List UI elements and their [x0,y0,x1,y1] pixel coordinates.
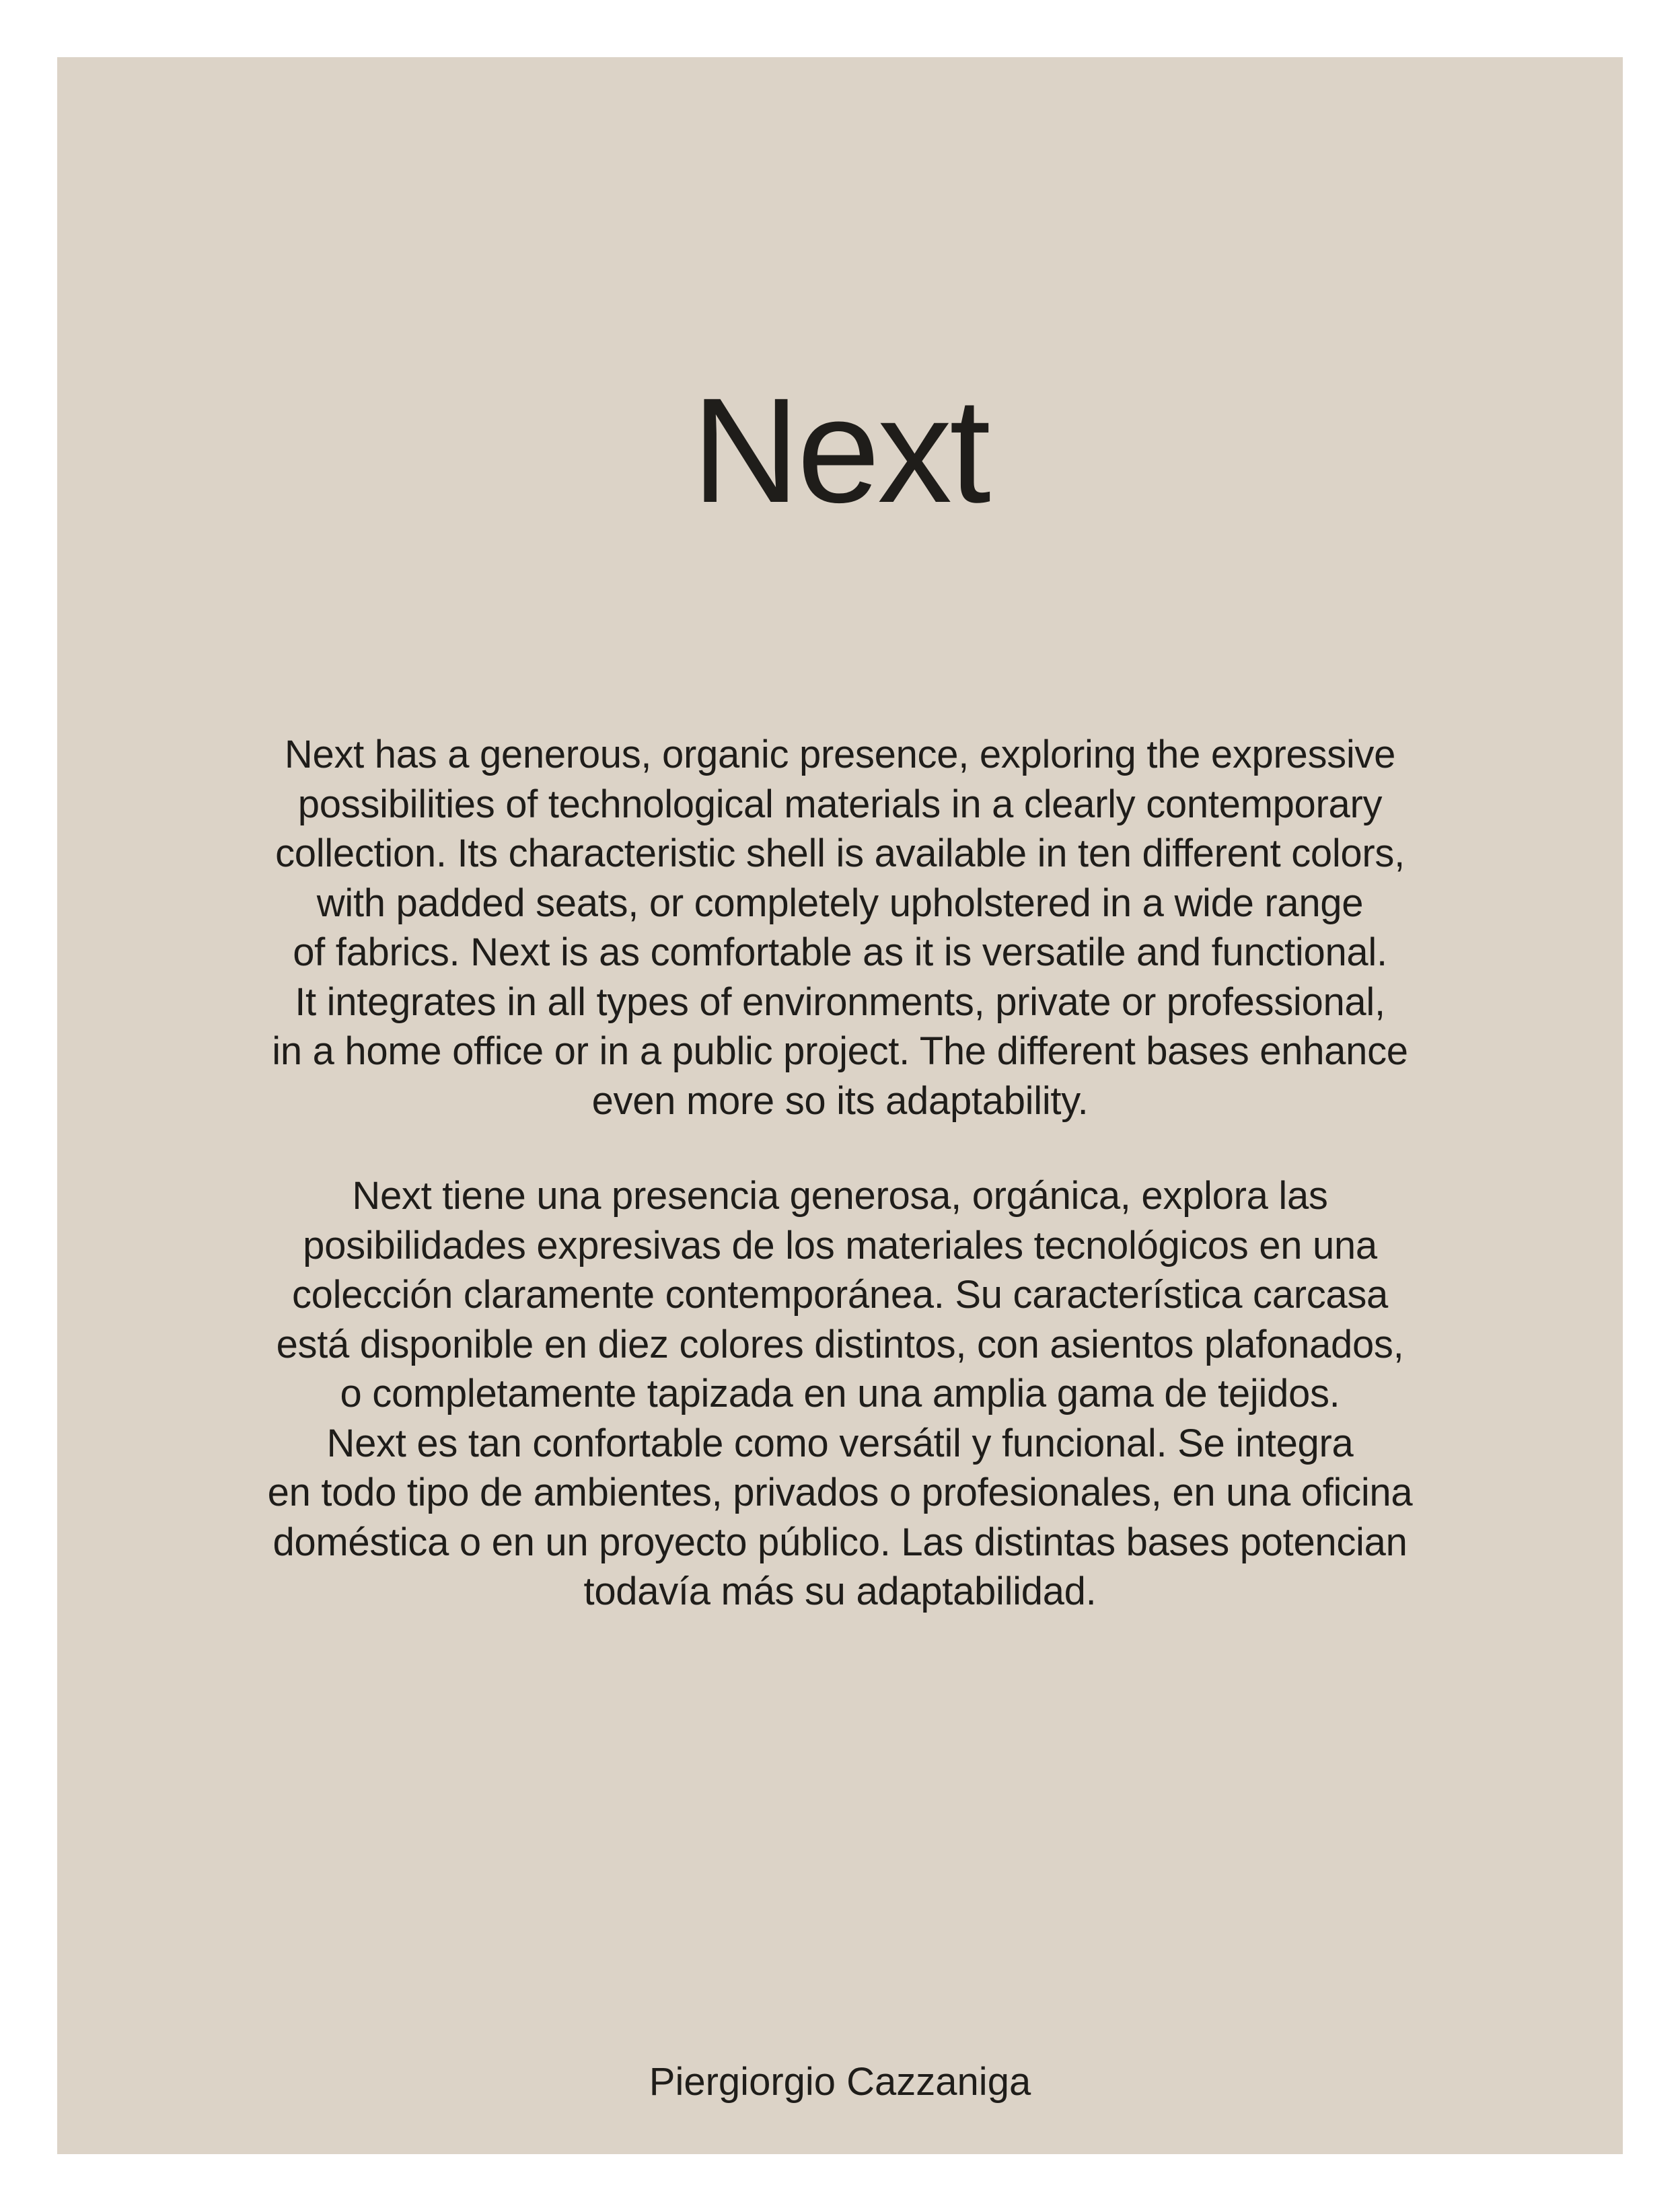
product-title: Next [692,367,988,534]
description-line: even more so its adaptability. [591,1078,1089,1123]
description-line: possibilities of technological materials in a clearly contemporary [297,782,1383,826]
page-panel [57,57,1623,2154]
description-line: doméstica o en un proyecto público. Las distintas bases potencian [272,1520,1408,1564]
designer-name: Piergiorgio Cazzaniga [649,2060,1031,2104]
description-spanish [57,1171,1623,1617]
description-line: está disponible en diez colores distintos, con asientos plafonados, [276,1322,1404,1366]
description-line: It integrates in all types of environments, private or professional, [295,980,1385,1024]
description-line: of fabrics. Next is as comfortable as it is versatile and functional. [293,930,1387,974]
description-line: posibilidades expresivas de los materiales tecnológicos en una [303,1223,1377,1267]
description-english [57,730,1623,1126]
description-line: Next tiene una presencia generosa, orgánica, explora las [352,1174,1328,1218]
description-line: o completamente tapizada en una amplia gama de tejidos. [340,1372,1340,1415]
description-line: in a home office or in a public project. The different bases enhance [272,1029,1408,1073]
description-line: with padded seats, or completely upholstered in a wide range [316,881,1364,925]
description-line: collection. Its characteristic shell is available in ten different colors, [275,832,1405,875]
description-line: todavía más su adaptabilidad. [583,1570,1097,1613]
description-line: Next has a generous, organic presence, exploring the expressive [284,733,1396,776]
description-line: colección claramente contemporánea. Su característica carcasa [291,1273,1389,1317]
description-line: Next es tan confortable como versátil y funcional. Se integra [326,1421,1354,1465]
description-line: en todo tipo de ambientes, privados o profesionales, en una oficina [267,1471,1413,1514]
